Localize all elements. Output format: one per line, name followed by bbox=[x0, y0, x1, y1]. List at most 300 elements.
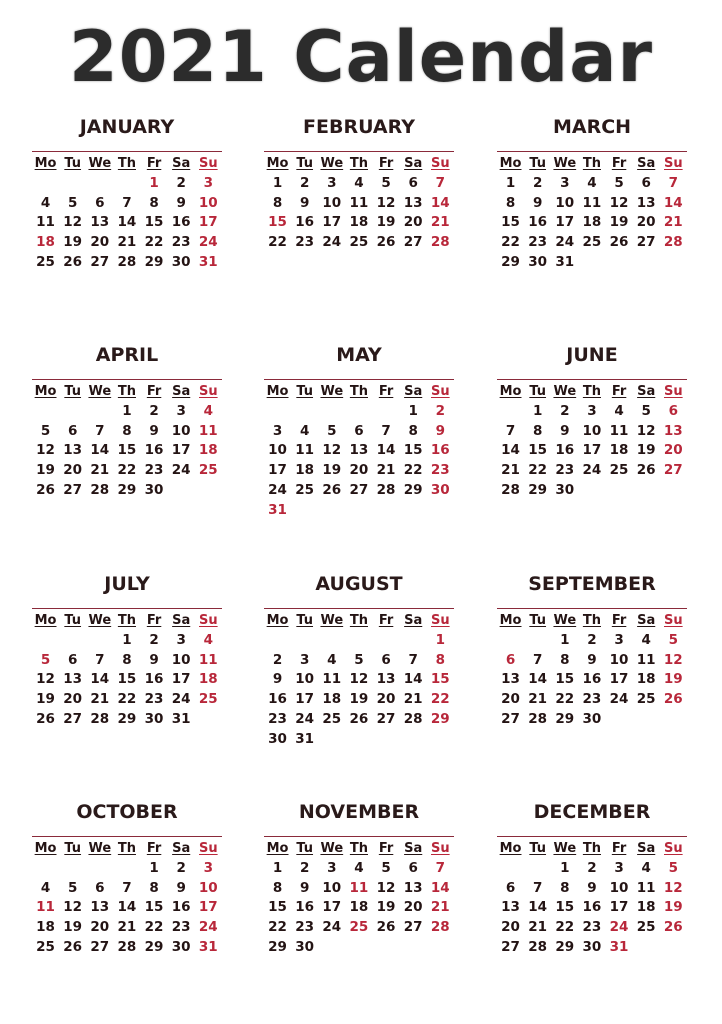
day-cell: 18 bbox=[349, 899, 369, 916]
weekday-header: Sa bbox=[404, 384, 423, 399]
day-cell: 17 bbox=[171, 442, 191, 459]
day-cell: 11 bbox=[36, 899, 55, 916]
day-cell: 10 bbox=[322, 879, 342, 896]
day-cell: 1 bbox=[272, 859, 283, 876]
weekday-header: Su bbox=[664, 841, 683, 856]
day-cell: 24 bbox=[609, 919, 629, 936]
day-cell: 12 bbox=[36, 442, 55, 459]
weekday-header: Th bbox=[349, 613, 368, 628]
day-cell: 12 bbox=[63, 899, 83, 916]
empty-day-cell bbox=[291, 631, 318, 651]
day-cell: 8 bbox=[122, 422, 132, 439]
day-cell: 26 bbox=[63, 253, 83, 270]
day-cell: 12 bbox=[322, 442, 342, 459]
day-cell: 17 bbox=[171, 671, 191, 688]
day-cell: 23 bbox=[295, 234, 315, 251]
day-cell: 7 bbox=[505, 422, 516, 439]
month-name: SEPTEMBER bbox=[528, 573, 656, 595]
weekday-header: Su bbox=[664, 613, 683, 628]
weekday-header: Sa bbox=[637, 841, 656, 856]
day-cell: 15 bbox=[555, 671, 575, 688]
day-cell: 23 bbox=[295, 919, 315, 936]
day-cell: 1 bbox=[122, 402, 132, 419]
day-cell: 23 bbox=[144, 691, 164, 708]
day-cell: 25 bbox=[198, 462, 218, 479]
month-day-grid bbox=[497, 382, 687, 501]
day-cell: 23 bbox=[582, 919, 602, 936]
weekday-header: Tu bbox=[529, 613, 547, 628]
weekday-header: Th bbox=[582, 841, 601, 856]
day-cell: 14 bbox=[528, 899, 548, 916]
month-day-grid bbox=[32, 382, 222, 501]
weekday-header: Tu bbox=[296, 841, 314, 856]
weekday-header: Mo bbox=[34, 384, 57, 399]
day-cell: 28 bbox=[528, 938, 548, 955]
day-cell: 13 bbox=[403, 194, 423, 211]
day-cell: 9 bbox=[435, 422, 446, 439]
month-april bbox=[32, 342, 222, 501]
weekday-header: Sa bbox=[172, 841, 191, 856]
day-cell: 30 bbox=[171, 253, 191, 270]
day-cell: 12 bbox=[663, 879, 683, 896]
day-cell: 27 bbox=[403, 919, 423, 936]
day-cell: 26 bbox=[376, 919, 396, 936]
day-cell: 1 bbox=[408, 402, 418, 419]
month-december bbox=[497, 799, 687, 958]
month-name: NOVEMBER bbox=[298, 801, 420, 823]
day-cell: 6 bbox=[408, 859, 418, 876]
day-cell: 20 bbox=[403, 899, 423, 916]
day-cell: 30 bbox=[555, 481, 575, 498]
day-cell: 25 bbox=[349, 234, 369, 251]
day-cell: 14 bbox=[90, 442, 110, 459]
day-cell: 23 bbox=[171, 234, 191, 251]
day-cell: 16 bbox=[295, 899, 315, 916]
day-cell: 6 bbox=[381, 651, 391, 668]
day-cell: 3 bbox=[203, 859, 214, 876]
weekday-header: Su bbox=[431, 156, 450, 171]
day-cell: 3 bbox=[327, 859, 337, 876]
month-day-grid bbox=[264, 382, 454, 521]
day-cell: 27 bbox=[63, 710, 83, 727]
weekday-header: Th bbox=[349, 841, 368, 856]
day-cell: 8 bbox=[149, 194, 159, 211]
weekday-header: Fr bbox=[146, 841, 162, 856]
day-cell: 22 bbox=[117, 462, 137, 479]
day-cell: 2 bbox=[560, 402, 570, 419]
day-cell: 12 bbox=[349, 671, 369, 688]
month-may bbox=[264, 342, 454, 521]
day-cell: 14 bbox=[528, 671, 548, 688]
day-cell: 9 bbox=[299, 194, 310, 211]
day-cell: 7 bbox=[408, 651, 418, 668]
day-cell: 22 bbox=[268, 234, 287, 251]
empty-day-cell bbox=[373, 631, 400, 651]
weekday-header: Su bbox=[664, 384, 683, 399]
day-cell: 22 bbox=[528, 462, 548, 479]
month-september bbox=[497, 571, 687, 730]
day-cell: 29 bbox=[403, 481, 423, 498]
day-cell: 30 bbox=[295, 938, 315, 955]
day-cell: 10 bbox=[198, 194, 218, 211]
empty-day-cell bbox=[32, 631, 59, 651]
day-cell: 7 bbox=[122, 194, 132, 211]
day-cell: 9 bbox=[560, 422, 570, 439]
day-cell: 8 bbox=[435, 651, 446, 668]
weekday-header: Sa bbox=[637, 156, 656, 171]
day-cell: 8 bbox=[505, 194, 516, 211]
day-cell: 9 bbox=[176, 879, 186, 896]
day-cell: 9 bbox=[149, 651, 159, 668]
day-cell: 31 bbox=[555, 253, 575, 270]
day-cell: 10 bbox=[609, 651, 629, 668]
day-cell: 13 bbox=[663, 422, 683, 439]
day-cell: 10 bbox=[295, 671, 315, 688]
day-cell: 29 bbox=[430, 710, 450, 727]
day-cell: 19 bbox=[63, 919, 83, 936]
day-cell: 23 bbox=[528, 234, 548, 251]
day-cell: 31 bbox=[198, 253, 218, 270]
weekday-header: Fr bbox=[378, 156, 394, 171]
day-cell: 24 bbox=[582, 462, 602, 479]
day-cell: 3 bbox=[176, 402, 186, 419]
day-cell: 26 bbox=[322, 481, 342, 498]
day-cell: 16 bbox=[268, 691, 287, 708]
weekday-header: We bbox=[320, 613, 344, 628]
day-cell: 26 bbox=[663, 919, 683, 936]
day-cell: 21 bbox=[528, 919, 548, 936]
day-cell: 18 bbox=[609, 442, 629, 459]
day-cell: 28 bbox=[117, 938, 137, 955]
day-cell: 29 bbox=[528, 481, 548, 498]
day-cell: 6 bbox=[67, 422, 78, 439]
day-cell: 13 bbox=[636, 194, 656, 211]
day-cell: 31 bbox=[295, 730, 315, 747]
day-cell: 11 bbox=[349, 879, 369, 896]
day-cell: 21 bbox=[117, 919, 137, 936]
day-cell: 9 bbox=[149, 422, 159, 439]
day-cell: 21 bbox=[90, 462, 110, 479]
day-cell: 11 bbox=[636, 879, 656, 896]
day-cell: 22 bbox=[430, 691, 450, 708]
day-cell: 9 bbox=[532, 194, 543, 211]
day-cell: 6 bbox=[95, 194, 105, 211]
day-cell: 12 bbox=[636, 422, 656, 439]
weekday-header: Mo bbox=[499, 384, 522, 399]
day-cell: 2 bbox=[532, 174, 543, 191]
day-cell: 1 bbox=[149, 859, 159, 876]
day-cell: 9 bbox=[587, 879, 597, 896]
day-cell: 5 bbox=[381, 174, 391, 191]
day-cell: 20 bbox=[663, 442, 683, 459]
day-cell: 5 bbox=[381, 859, 391, 876]
day-cell: 23 bbox=[144, 462, 164, 479]
day-cell: 11 bbox=[322, 671, 342, 688]
day-cell: 17 bbox=[268, 462, 287, 479]
day-cell: 5 bbox=[67, 194, 78, 211]
day-cell: 29 bbox=[117, 481, 137, 498]
day-cell: 18 bbox=[636, 671, 656, 688]
empty-day-cell bbox=[86, 402, 113, 422]
day-cell: 18 bbox=[322, 691, 342, 708]
day-cell: 9 bbox=[587, 651, 597, 668]
weekday-header: Th bbox=[349, 156, 368, 171]
weekday-header: Sa bbox=[404, 841, 423, 856]
day-cell: 6 bbox=[505, 651, 516, 668]
day-cell: 9 bbox=[272, 671, 283, 688]
day-cell: 2 bbox=[149, 631, 159, 648]
day-cell: 1 bbox=[149, 174, 159, 191]
day-cell: 26 bbox=[36, 481, 55, 498]
day-cell: 19 bbox=[322, 462, 342, 479]
day-cell: 1 bbox=[505, 174, 516, 191]
calendar-title: 2021 Calendar bbox=[69, 16, 653, 98]
day-cell: 5 bbox=[327, 422, 337, 439]
empty-day-cell bbox=[59, 631, 86, 651]
day-cell: 5 bbox=[614, 174, 624, 191]
day-cell: 4 bbox=[641, 859, 651, 876]
day-cell: 24 bbox=[171, 691, 191, 708]
empty-day-cell bbox=[345, 402, 372, 422]
day-cell: 20 bbox=[501, 919, 520, 936]
month-november bbox=[264, 799, 454, 958]
day-cell: 24 bbox=[555, 234, 575, 251]
day-cell: 21 bbox=[117, 234, 137, 251]
day-cell: 23 bbox=[430, 462, 450, 479]
month-february bbox=[264, 114, 454, 253]
empty-day-cell bbox=[32, 174, 59, 194]
day-cell: 10 bbox=[268, 442, 287, 459]
month-name: FEBRUARY bbox=[303, 116, 415, 138]
day-cell: 16 bbox=[430, 442, 450, 459]
day-cell: 23 bbox=[171, 919, 191, 936]
day-cell: 29 bbox=[555, 710, 575, 727]
weekday-header: Mo bbox=[499, 841, 522, 856]
day-cell: 5 bbox=[668, 859, 679, 876]
day-cell: 23 bbox=[555, 462, 575, 479]
weekday-header: Su bbox=[431, 384, 450, 399]
day-cell: 19 bbox=[63, 234, 83, 251]
day-cell: 22 bbox=[144, 234, 164, 251]
day-cell: 24 bbox=[171, 462, 191, 479]
day-cell: 3 bbox=[614, 631, 624, 648]
weekday-header: Fr bbox=[611, 841, 627, 856]
day-cell: 6 bbox=[354, 422, 364, 439]
day-cell: 26 bbox=[63, 938, 83, 955]
day-cell: 28 bbox=[90, 481, 110, 498]
weekday-header: We bbox=[320, 384, 344, 399]
weekday-header: Mo bbox=[499, 156, 522, 171]
weekday-header: Mo bbox=[499, 613, 522, 628]
empty-day-cell bbox=[59, 402, 86, 422]
month-day-grid bbox=[264, 611, 454, 750]
day-cell: 8 bbox=[122, 651, 132, 668]
weekday-header: Su bbox=[664, 156, 683, 171]
day-cell: 28 bbox=[501, 481, 520, 498]
day-cell: 12 bbox=[63, 214, 83, 231]
day-cell: 17 bbox=[198, 899, 218, 916]
weekday-header: Fr bbox=[611, 156, 627, 171]
day-cell: 28 bbox=[430, 919, 450, 936]
day-cell: 16 bbox=[582, 671, 602, 688]
day-cell: 17 bbox=[322, 214, 342, 231]
day-cell: 8 bbox=[272, 879, 283, 896]
day-cell: 5 bbox=[668, 631, 679, 648]
day-cell: 6 bbox=[668, 402, 679, 419]
day-cell: 15 bbox=[430, 671, 450, 688]
day-cell: 24 bbox=[198, 919, 218, 936]
weekday-header: Tu bbox=[529, 156, 547, 171]
day-cell: 31 bbox=[171, 710, 191, 727]
day-cell: 10 bbox=[555, 194, 575, 211]
day-cell: 7 bbox=[435, 174, 446, 191]
weekday-header: Mo bbox=[266, 156, 289, 171]
month-july bbox=[32, 571, 222, 730]
day-cell: 4 bbox=[203, 402, 214, 419]
empty-day-cell bbox=[524, 859, 551, 879]
day-cell: 28 bbox=[663, 234, 683, 251]
day-cell: 7 bbox=[668, 174, 679, 191]
day-cell: 1 bbox=[560, 631, 570, 648]
day-cell: 19 bbox=[36, 691, 55, 708]
day-cell: 15 bbox=[144, 214, 164, 231]
weekday-header: Fr bbox=[378, 384, 394, 399]
weekday-header: Tu bbox=[64, 384, 82, 399]
day-cell: 25 bbox=[36, 938, 55, 955]
empty-day-cell bbox=[86, 631, 113, 651]
day-cell: 18 bbox=[636, 899, 656, 916]
month-day-grid bbox=[32, 611, 222, 730]
day-cell: 8 bbox=[149, 879, 159, 896]
day-cell: 3 bbox=[587, 402, 597, 419]
day-cell: 30 bbox=[144, 710, 164, 727]
month-day-grid bbox=[264, 839, 454, 958]
empty-day-cell bbox=[264, 402, 291, 422]
weekday-header: Mo bbox=[266, 384, 289, 399]
day-cell: 21 bbox=[430, 899, 450, 916]
month-day-grid bbox=[32, 154, 222, 273]
day-cell: 15 bbox=[403, 442, 423, 459]
day-cell: 4 bbox=[40, 879, 51, 896]
weekday-header: Fr bbox=[146, 613, 162, 628]
empty-day-cell bbox=[400, 631, 427, 651]
day-cell: 9 bbox=[299, 879, 310, 896]
day-cell: 20 bbox=[349, 462, 369, 479]
empty-day-cell bbox=[345, 631, 372, 651]
month-divider bbox=[264, 608, 454, 609]
day-cell: 30 bbox=[171, 938, 191, 955]
empty-day-cell bbox=[497, 402, 524, 422]
day-cell: 29 bbox=[144, 938, 164, 955]
month-divider bbox=[264, 151, 454, 152]
day-cell: 26 bbox=[36, 710, 55, 727]
empty-day-cell bbox=[318, 402, 345, 422]
day-cell: 31 bbox=[268, 501, 287, 518]
day-cell: 4 bbox=[587, 174, 597, 191]
day-cell: 13 bbox=[63, 671, 83, 688]
day-cell: 27 bbox=[349, 481, 369, 498]
day-cell: 7 bbox=[381, 422, 391, 439]
day-cell: 21 bbox=[430, 214, 450, 231]
weekday-header: Fr bbox=[378, 613, 394, 628]
weekday-header: Fr bbox=[611, 384, 627, 399]
empty-day-cell bbox=[497, 631, 524, 651]
day-cell: 16 bbox=[144, 442, 164, 459]
day-cell: 7 bbox=[95, 651, 105, 668]
day-cell: 1 bbox=[122, 631, 132, 648]
day-cell: 3 bbox=[299, 651, 310, 668]
day-cell: 2 bbox=[272, 651, 283, 668]
day-cell: 29 bbox=[117, 710, 137, 727]
month-divider bbox=[32, 379, 222, 380]
day-cell: 7 bbox=[532, 879, 543, 896]
day-cell: 2 bbox=[149, 402, 159, 419]
day-cell: 4 bbox=[641, 631, 651, 648]
day-cell: 17 bbox=[322, 899, 342, 916]
month-name: JUNE bbox=[566, 344, 618, 366]
day-cell: 3 bbox=[560, 174, 570, 191]
month-march bbox=[497, 114, 687, 273]
day-cell: 7 bbox=[95, 422, 105, 439]
empty-day-cell bbox=[373, 402, 400, 422]
day-cell: 16 bbox=[555, 442, 575, 459]
day-cell: 14 bbox=[403, 671, 423, 688]
weekday-header: We bbox=[88, 613, 112, 628]
day-cell: 15 bbox=[528, 442, 548, 459]
day-cell: 26 bbox=[609, 234, 629, 251]
day-cell: 14 bbox=[90, 671, 110, 688]
day-cell: 24 bbox=[295, 710, 315, 727]
day-cell: 27 bbox=[501, 710, 520, 727]
weekday-header: Fr bbox=[146, 384, 162, 399]
empty-day-cell bbox=[32, 859, 59, 879]
weekday-header: Tu bbox=[64, 841, 82, 856]
day-cell: 10 bbox=[171, 651, 191, 668]
day-cell: 20 bbox=[376, 691, 396, 708]
weekday-header: We bbox=[553, 613, 577, 628]
weekday-header: We bbox=[320, 841, 344, 856]
day-cell: 27 bbox=[90, 253, 110, 270]
day-cell: 5 bbox=[641, 402, 651, 419]
weekday-header: Fr bbox=[146, 156, 162, 171]
month-name: DECEMBER bbox=[533, 801, 651, 823]
month-day-grid bbox=[264, 154, 454, 253]
month-june bbox=[497, 342, 687, 501]
empty-day-cell bbox=[59, 859, 86, 879]
day-cell: 22 bbox=[268, 919, 287, 936]
day-cell: 6 bbox=[95, 879, 105, 896]
day-cell: 30 bbox=[582, 710, 602, 727]
day-cell: 24 bbox=[322, 234, 342, 251]
weekday-header: Su bbox=[431, 613, 450, 628]
day-cell: 24 bbox=[322, 919, 342, 936]
weekday-header: We bbox=[88, 156, 112, 171]
day-cell: 29 bbox=[144, 253, 164, 270]
weekday-header: Th bbox=[582, 384, 601, 399]
day-cell: 14 bbox=[430, 194, 450, 211]
day-cell: 22 bbox=[144, 919, 164, 936]
day-cell: 14 bbox=[117, 214, 137, 231]
day-cell: 13 bbox=[90, 899, 110, 916]
day-cell: 13 bbox=[501, 899, 520, 916]
day-cell: 27 bbox=[376, 710, 396, 727]
month-january bbox=[32, 114, 222, 273]
weekday-header: We bbox=[553, 156, 577, 171]
day-cell: 15 bbox=[144, 899, 164, 916]
empty-day-cell bbox=[264, 631, 291, 651]
empty-day-cell bbox=[524, 631, 551, 651]
day-cell: 15 bbox=[268, 899, 287, 916]
